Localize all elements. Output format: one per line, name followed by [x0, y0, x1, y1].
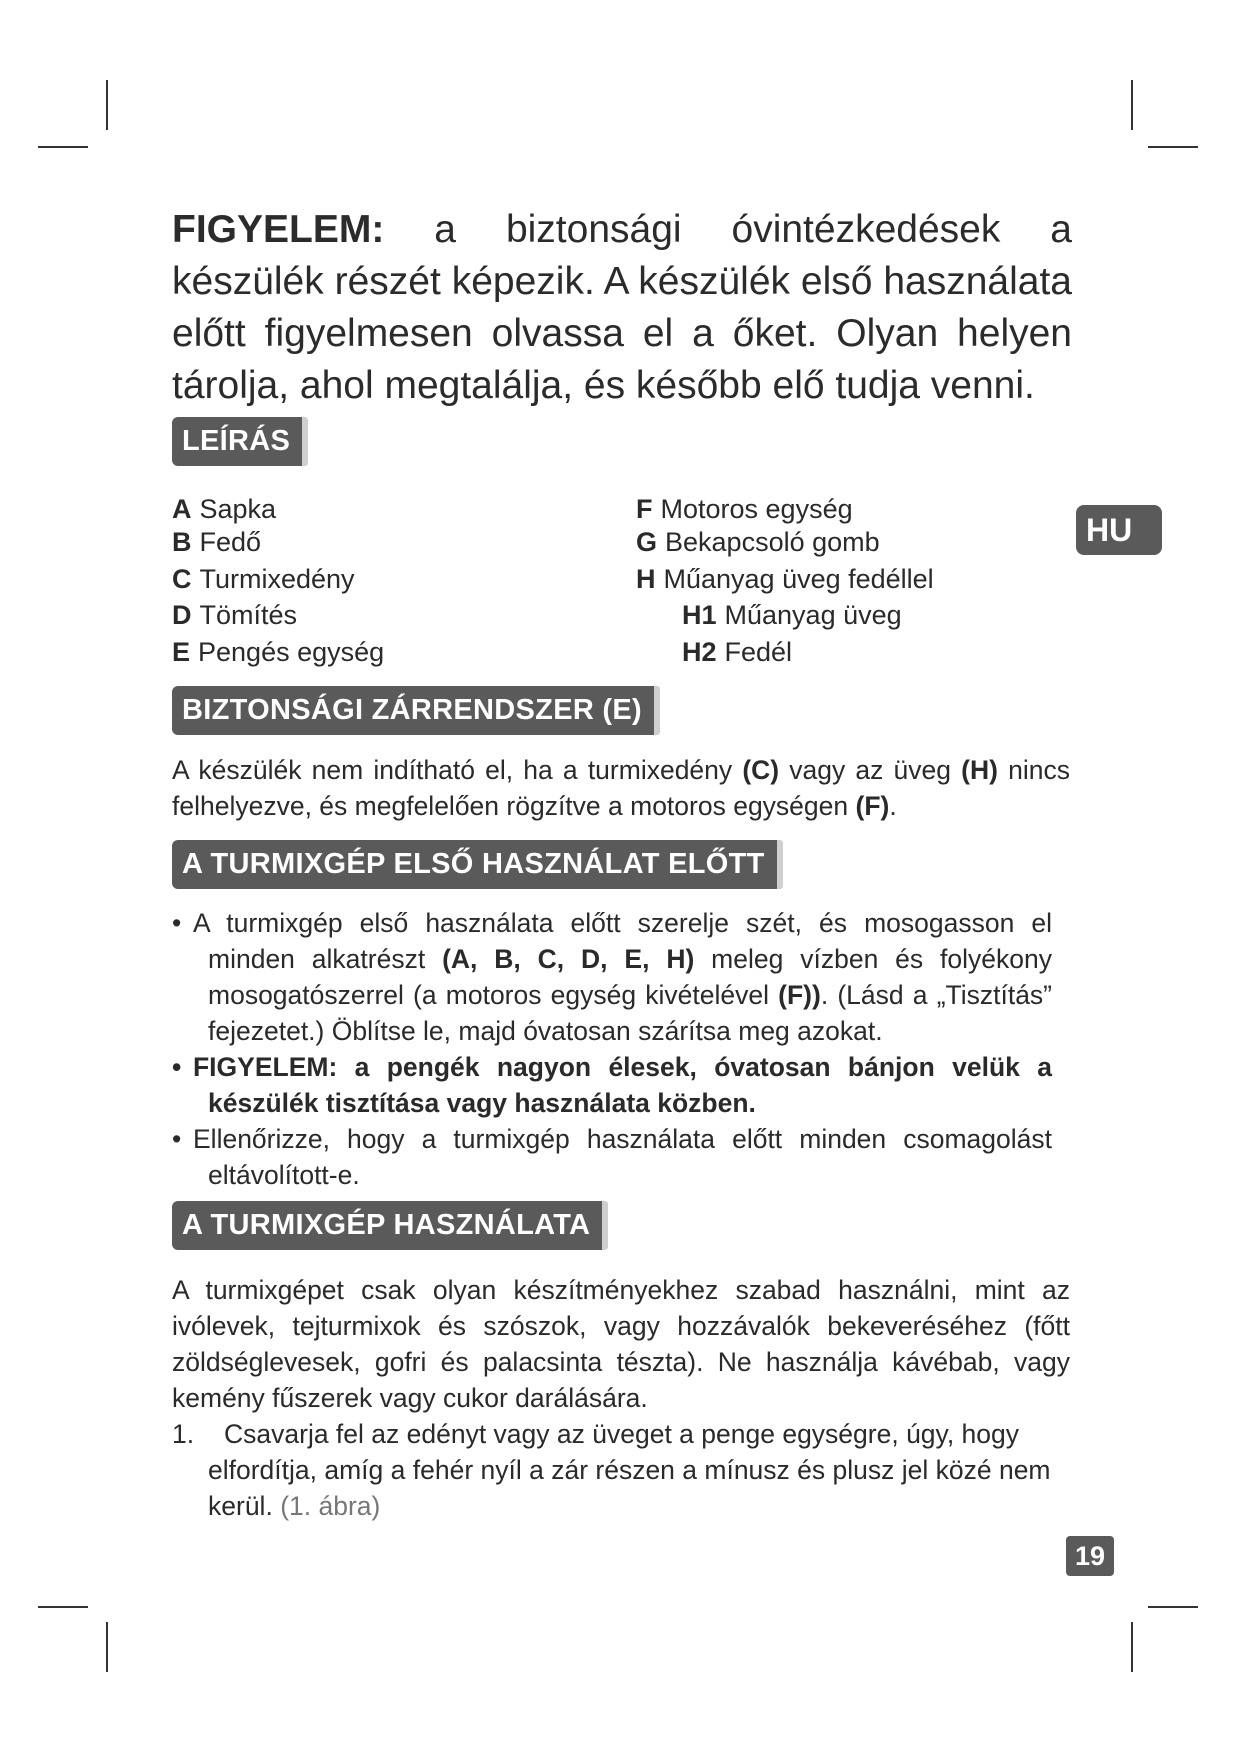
section-heading-safety-lock: BIZTONSÁGI ZÁRRENDSZER (E): [172, 686, 654, 735]
crop-mark: [1148, 146, 1198, 148]
intro-label: FIGYELEM:: [172, 208, 385, 251]
usage-step-1: [172, 1416, 1070, 1524]
part-item: B Fedő: [172, 527, 262, 557]
crop-mark: [1148, 1606, 1198, 1608]
list-item: • Ellenőrizze, hogy a turmixgép használata előtt minden csomagolást eltávolított-e.: [172, 1121, 1052, 1193]
crop-mark: [38, 146, 88, 148]
language-tab: HU: [1076, 505, 1162, 555]
part-subitem: H2 Fedél: [682, 637, 793, 667]
part-item: C Turmixedény: [172, 564, 355, 594]
figure-reference: (1. ábra): [280, 1491, 381, 1521]
part-item: A Sapka: [172, 494, 277, 524]
part-item: F Motoros egység: [636, 494, 853, 524]
crop-mark: [1131, 80, 1133, 130]
crop-mark: [1131, 1622, 1133, 1672]
intro-text: a biztonsági óvintézkedések a készülék részét képezik. A készülék első használata előtt figyelmesen olvassa el a őket. Olyan helyen tárolja, ahol megtalálja, és később elő tudja venni.: [172, 208, 1072, 407]
safety-lock-text: A készülék nem indítható el, ha a turmixedény (C) vagy az üveg (H) nincs felhelyezve, és megfelelően rögzítve a motoros egységen (F).: [172, 755, 1070, 821]
crop-mark: [106, 80, 108, 130]
part-item: G Bekapcsoló gomb: [636, 527, 880, 557]
section-heading-usage: A TURMIXGÉP HASZNÁLATA: [172, 1201, 602, 1250]
before-first-use-list: [172, 905, 1052, 1193]
intro-warning: [172, 204, 1072, 412]
crop-mark: [106, 1622, 108, 1672]
crop-mark: [38, 1606, 88, 1608]
parts-list-right: [636, 492, 934, 670]
parts-list-left: [172, 492, 384, 670]
step-number: 1.: [172, 1419, 195, 1449]
usage-text: A turmixgépet csak olyan készítményekhez szabad használni, mint az ivólevek, tejturmixok és szószok, vagy hozzávalók bekeveréséhez (főtt zöldséglevesek, gofri és palacsinta tészta). Ne használja kávébab, vagy kemény fűszerek vagy cukor darálására.: [172, 1275, 1070, 1413]
part-item: E Pengés egység: [172, 637, 385, 667]
page-number: 19: [1066, 1536, 1114, 1576]
part-item: H Műanyag üveg fedéllel: [636, 564, 934, 594]
section-heading-before-first-use: A TURMIXGÉP ELSŐ HASZNÁLAT ELŐTT: [172, 840, 777, 889]
list-item: • A turmixgép első használata előtt szerelje szét, és mosogasson el minden alkatrészt (A, B, C, D, E, H) meleg vízben és folyékony mosogatószerrel (a motoros egység kivételével (F)). (Lásd a „Tisztítás” fejezetet.) Öblítse le, majd óvatosan szárítsa meg azokat.: [172, 905, 1052, 1049]
step-text: Csavarja fel az edényt vagy az üveget a penge egységre, úgy, hogy elfordítja, amíg a fehér nyíl a zár részen a mínusz és plusz jel közé nem kerül.: [208, 1419, 1051, 1521]
part-subitem: H1 Műanyag üveg: [682, 600, 902, 630]
section-heading-description: LEÍRÁS: [172, 417, 302, 466]
part-item: D Tömítés: [172, 600, 298, 630]
list-item-warning: • FIGYELEM: a pengék nagyon élesek, óvatosan bánjon velük a készülék tisztítása vagy használata közben.: [172, 1049, 1052, 1121]
